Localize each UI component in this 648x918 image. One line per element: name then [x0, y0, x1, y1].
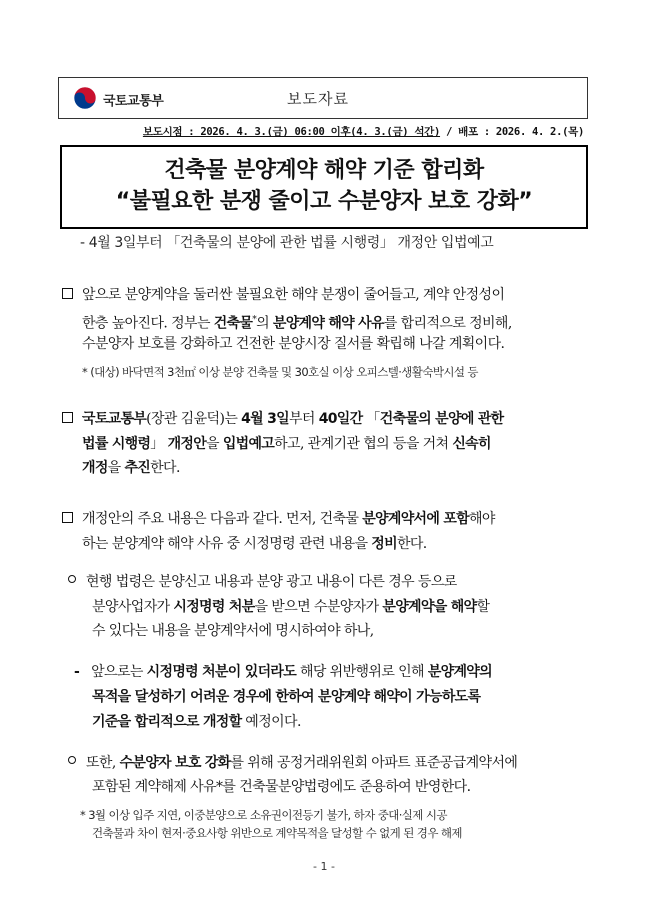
text: 하는 분양계약 해약 사유 중 시정명령 관련 내용을	[82, 536, 372, 552]
text: 을 받으면 수분양자가	[254, 599, 383, 615]
paragraph-3-line-1	[62, 510, 495, 528]
bold-text: 법률 시행령	[82, 436, 151, 452]
text: 」	[150, 436, 168, 452]
embargo-time: 보도시점 : 2026. 4. 3.(금) 06:00 이후(4. 3.(금) 석간)	[142, 126, 441, 138]
dash-mark: -	[74, 664, 80, 680]
bold-text: 4월 3일	[241, 411, 289, 427]
bold-text: 40일간	[318, 411, 363, 427]
bold-text: 목적을 달성하기 어려운 경우에 한하여 분양계약 해약이 가능하도록	[92, 689, 481, 705]
text: 를 위해 공정거래위원회 아파트 표준공급계약서에	[230, 755, 518, 771]
text: 「	[362, 411, 380, 427]
text: (장관 김윤덕)는	[146, 411, 242, 427]
distribution-date: / 배포 : 2026. 4. 2.(목)	[440, 126, 584, 138]
bold-text: 국토교통부	[82, 411, 147, 427]
text: 분양사업자가	[92, 599, 174, 615]
dash-item-line-2	[92, 688, 480, 706]
paragraph-2-line-2	[82, 435, 491, 453]
square-bullet-icon	[62, 512, 73, 523]
text: 앞으로는	[91, 664, 147, 680]
bullet-1-line-2	[92, 598, 489, 616]
bold-text: 분양계약의	[427, 664, 492, 680]
text: 을	[107, 460, 125, 476]
bold-text: 개정안	[167, 436, 207, 452]
ministry-name: 국토교통부	[103, 94, 164, 109]
square-bullet-icon	[62, 412, 73, 423]
bold-text: 시정명령 처분	[173, 599, 255, 615]
page-number: - 1 -	[313, 860, 335, 873]
bold-text: 분양계약을 해약	[382, 599, 477, 615]
text: 한다.	[396, 536, 427, 552]
footnote-1: * (대상) 바닥면적 3천㎡ 이상 분양 건축물 및 30호실 이상 오피스텔·생활숙박시설 등	[82, 365, 478, 379]
paragraph-2-line-3	[82, 459, 180, 477]
title-line-1: 건축물 분양계약 해약 기준 합리화	[164, 158, 484, 183]
circle-bullet-icon	[68, 756, 76, 764]
text: 해야	[468, 511, 495, 527]
bold-text: 분양계약서에 포함	[362, 511, 469, 527]
text: 현행 법령은 분양신고 내용과 분양 광고 내용이 다른 경우 등으로	[86, 574, 457, 590]
bullet-1-line-1	[68, 573, 457, 591]
bold-text: 건축물	[213, 315, 253, 332]
bold-text: 수분양자 보호 강화	[119, 755, 231, 771]
text: 해당 위반행위로 인해	[296, 664, 428, 680]
bold-text: 시정명령 처분이 있더라도	[146, 664, 297, 680]
text: 한층 높아진다. 정부는	[82, 315, 214, 332]
text: 앞으로 분양계약을 둘러싼 불필요한 해약 분쟁이 줄어들고, 계약 안정성이	[82, 287, 505, 303]
footnote-2-line-1: * 3월 이상 입주 지연, 이중분양으로 소유권이전등기 불가, 하자 중대·실제 시공	[80, 808, 447, 822]
bold-text: 개정	[82, 460, 108, 476]
text: 한다.	[150, 460, 180, 476]
dash-item-line-1	[74, 663, 492, 681]
text: 을	[206, 436, 223, 452]
press-release-label: 보도자료	[287, 90, 349, 108]
title-line-2: “불필요한 분쟁 줄이고 수분양자 보호 강화”	[115, 189, 533, 214]
paragraph-3-line-2	[82, 535, 427, 553]
text: 를 합리적으로 정비해,	[383, 315, 512, 332]
dash-item-line-3	[92, 713, 301, 731]
subtitle: - 4월 3일부터 「건축물의 분양에 관한 법률 시행령」 개정안 입법예고	[80, 235, 494, 251]
circle-bullet-icon	[68, 575, 76, 583]
bold-text: 정비	[371, 536, 397, 552]
press-header-box	[58, 77, 588, 119]
bullet-2-line-2: 포함된 계약해제 사유*를 건축물분양법령에도 준용하여 반영한다.	[92, 779, 471, 795]
bold-text: 건축물의 분양에 관한	[379, 411, 504, 427]
text: 예정이다.	[241, 714, 301, 730]
text: 의	[256, 315, 273, 332]
footnote-2-line-2: 건축물과 차이 현저·중요사항 위반으로 계약목적을 달성할 수 없게 된 경우 해제	[92, 826, 462, 840]
paragraph-1-line-2	[82, 311, 512, 333]
bold-text: 신속히	[452, 436, 491, 452]
bold-text: 추진	[124, 460, 151, 476]
text: 하고, 관계기관 협의 등을 거쳐	[274, 436, 453, 452]
square-bullet-icon	[62, 288, 73, 299]
paragraph-1-line-1	[62, 286, 504, 304]
paragraph-2-line-1	[62, 410, 503, 428]
text: 또한,	[86, 755, 120, 771]
ministry-logo-icon	[73, 86, 97, 110]
bold-text: 기준을 합리적으로 개정할	[92, 714, 242, 730]
bold-text: 입법예고	[222, 436, 275, 452]
release-time-line	[143, 124, 584, 139]
text: 할	[476, 599, 490, 615]
bullet-2-line-1	[68, 754, 517, 772]
bold-text: 분양계약 해약 사유	[272, 315, 384, 332]
text: 개정안의 주요 내용은 다음과 같다. 먼저, 건축물	[82, 511, 363, 527]
footnote-mark: *	[252, 315, 257, 325]
text: 부터	[289, 411, 319, 427]
paragraph-1-line-3: 수분양자 보호를 강화하고 건전한 분양시장 질서를 확립해 나갈 계획이다.	[82, 336, 505, 352]
title-box	[60, 145, 588, 229]
bullet-1-line-3: 수 있다는 내용을 분양계약서에 명시하여야 하나,	[92, 623, 374, 639]
